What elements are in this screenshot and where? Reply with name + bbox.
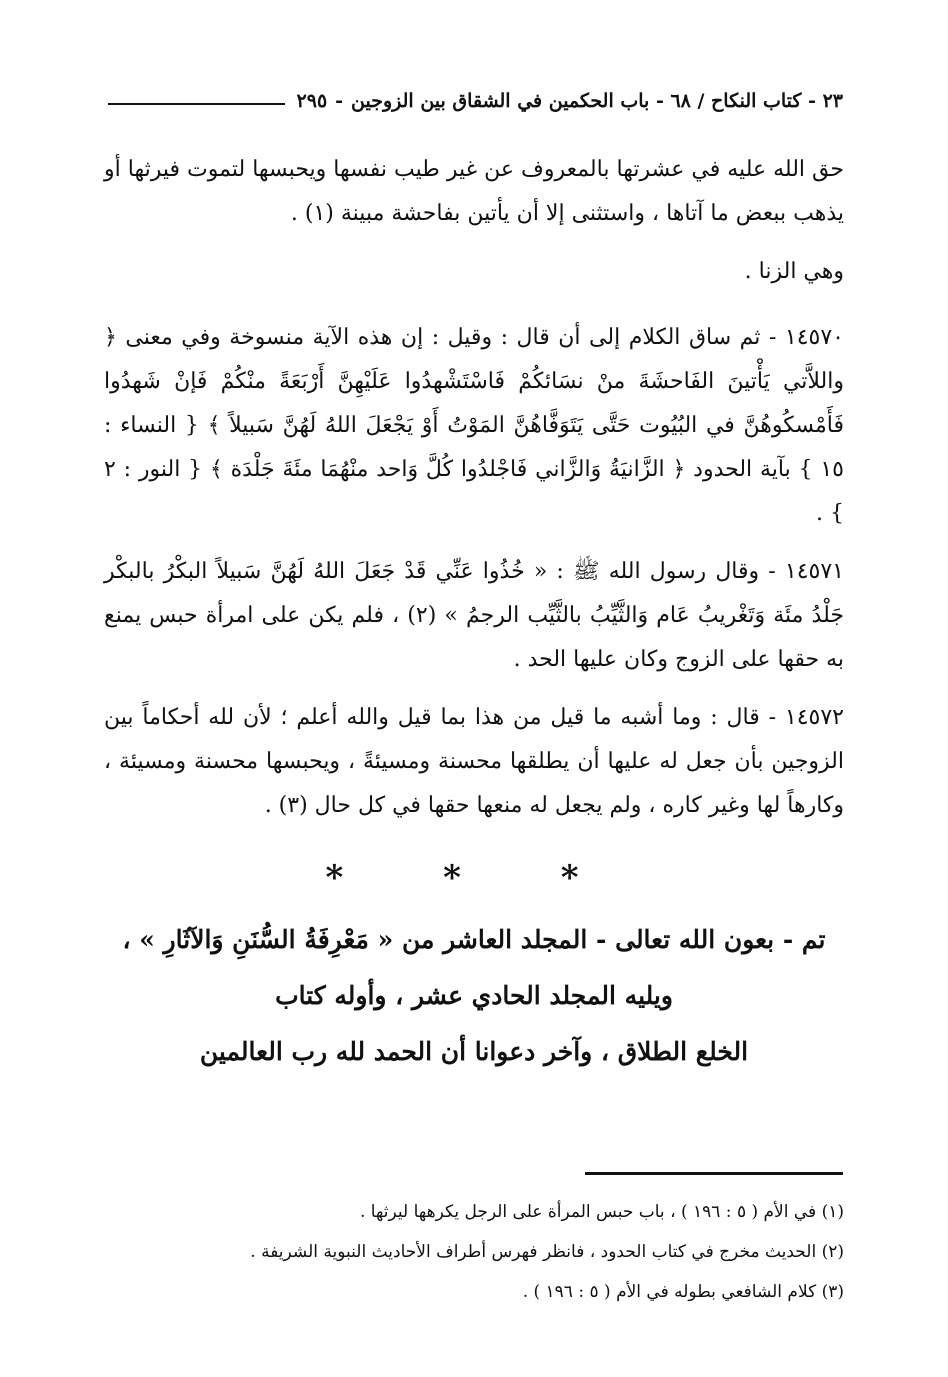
colophon-line-3: الخلع الطلاق ، وآخر دعوانا أن الحمد لله رب العالمين: [199, 1037, 749, 1066]
section-separator: * * *: [325, 858, 623, 898]
page-number: ٢٩٥: [296, 90, 328, 112]
colophon-line-1: تم - بعون الله تعالى - المجلد العاشر من « مَعْرِفَةُ السُّنَنِ وَالآثَارِ » ،: [122, 925, 826, 954]
running-head-dash: -: [335, 90, 344, 112]
main-text: [104, 148, 844, 842]
colophon: [104, 912, 844, 1080]
running-head-title: ٢٣ - كتاب النكاح / ٦٨ - باب الحكمين في الشقاق بين الزوجين: [351, 90, 843, 112]
paragraph-14572: ١٤٥٧٢ - قال : وما أشبه ما قيل من هذا بما قيل والله أعلم ؛ لأن لله أحكاماً بين الزوجين بأن جعل له عليها أن يطلقها محسنة ومسيئةً ، ويحبسها محسنة ومسيئة ، وكارهاً لها وغير كاره ، ولم يجعل له منعها حقها في كل حال (٣) .: [104, 705, 844, 818]
footnote-rule: [585, 1172, 843, 1175]
paragraph-14571: ١٤٥٧١ - وقال رسول الله ﷺ : « خُذُوا عَنِّي قَدْ جَعَلَ اللهُ لَهُنَّ سَبيلاً البكْرُ بالبكْر جَلْدُ مئَة وَتَغْريبُ عَام وَالثَّيِّبُ بالثَّيِّب الرجمُ » (٢) ، فلم يكن على امرأة حبس يمنع به حقها على الزوج وكان عليها الحد .: [104, 559, 844, 672]
footnote-1: (١) في الأم ( ٥ : ١٩٦ ) ، باب حبس المرأة على الرجل يكرهها ليرثها .: [359, 1202, 844, 1222]
paragraph-2: وهي الزنا .: [744, 259, 844, 284]
header-rule: [108, 103, 285, 105]
footnotes: [104, 1192, 844, 1312]
footnote-2: (٢) الحديث مخرج في كتاب الحدود ، فانظر فهرس أطراف الأحاديث النبوية الشريفة .: [250, 1242, 844, 1262]
colophon-line-2: ويليه المجلد الحادي عشر ، وأوله كتاب: [275, 981, 673, 1010]
footnote-3: (٣) كلام الشافعي بطوله في الأم ( ٥ : ١٩٦ ) .: [522, 1282, 844, 1302]
paragraph-14570: ١٤٥٧٠ - ثم ساق الكلام إلى أن قال : وقيل : إن هذه الآية منسوخة وفي معنى ﴿ واللاَّتي يَأْتينَ الفَاحشَةَ منْ نسَائكُمْ فَاسْتَشْهدُوا عَلَيْهِنَّ أَرْبَعَةً منْكُمْ فَإنْ شَهدُوا فَأَمْسكُوهُنَّ في البُيُوت حَتَّى يَتَوَفَّاهُنَّ المَوْتُ أَوْ يَجْعَلَ اللهُ لَهُنَّ سَبيلاً ﴾ { النساء : ١٥ } بآية الحدود ﴿ الزَّانيَةُ وَالزَّاني فَاجْلدُوا كُلَّ وَاحد منْهُمَا مئَةَ جَلْدَة ﴾ { النور : ٢ } .: [104, 325, 844, 526]
paragraph-1: حق الله عليه في عشرتها بالمعروف عن غير طيب نفسها ويحبسها لتموت فيرثها أو يذهب ببعض ما آتاها ، واستثنى إلا أن يأتين بفاحشة مبينة (١) .: [104, 157, 844, 226]
running-head: [108, 86, 843, 116]
